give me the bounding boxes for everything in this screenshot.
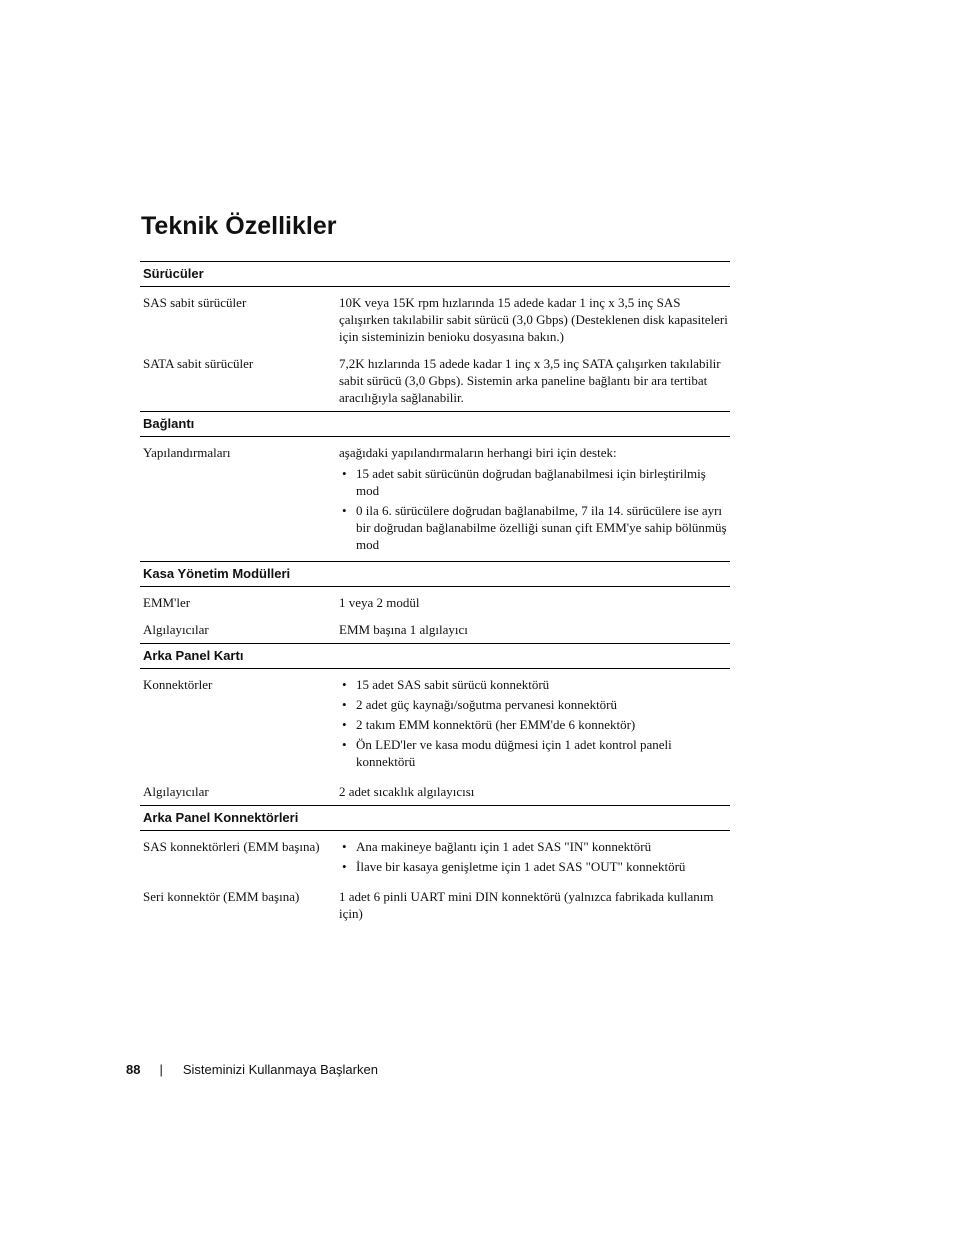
list-item bbox=[339, 838, 729, 855]
list-item bbox=[339, 696, 729, 713]
spec-value: 2 adet sıcaklık algılayıcısı bbox=[339, 784, 475, 799]
section-drives bbox=[140, 261, 730, 411]
page-footer bbox=[126, 1062, 378, 1077]
list-item-text: 2 adet güç kaynağı/soğutma pervanesi konnektörü bbox=[356, 697, 618, 712]
list-item-text: Ana makineye bağlantı için 1 adet SAS "IN" konnektörü bbox=[356, 839, 652, 854]
section-heading: Arka Panel Konnektörleri bbox=[140, 805, 730, 831]
spec-label: Seri konnektör (EMM başına) bbox=[143, 889, 300, 904]
spec-label: Algılayıcılar bbox=[143, 784, 209, 799]
list-item bbox=[339, 736, 729, 770]
footer-separator: | bbox=[159, 1062, 163, 1077]
list-item-text: 15 adet SAS sabit sürücü konnektörü bbox=[356, 677, 550, 692]
spec-row bbox=[140, 836, 730, 878]
bullet-icon: • bbox=[342, 677, 347, 692]
bullet-icon: • bbox=[342, 737, 347, 752]
spec-value: 10K veya 15K rpm hızlarında 15 adede kadar 1 inç x 3,5 inç SAS çalışırken takılabilir sabit sürücü (3,0 Gbps) (Desteklenen disk kapasiteleri için sisteminizin benioku dosyasına bakın.) bbox=[339, 295, 728, 344]
spec-value: 1 adet 6 pinli UART mini DIN konnektörü (yalnızca fabrikada kullanım için) bbox=[339, 889, 714, 921]
bullet-icon: • bbox=[342, 859, 347, 874]
spec-row bbox=[140, 619, 730, 638]
list-item-text: 0 ila 6. sürücülere doğrudan bağlanabilme, 7 ila 14. sürücülere ise ayrı bir doğrudan bağlanabilme özelliği sunan çift EMM'ye sahip bölünmüş mod bbox=[356, 503, 727, 552]
section-heading: Bağlantı bbox=[140, 411, 730, 437]
spec-row bbox=[140, 781, 730, 800]
section-connectivity bbox=[140, 411, 730, 561]
page-number: 88 bbox=[126, 1062, 141, 1077]
list-item bbox=[339, 676, 729, 693]
bullet-icon: • bbox=[342, 717, 347, 732]
bullet-list bbox=[339, 676, 729, 770]
footer-title: Sisteminizi Kullanmaya Başlarken bbox=[182, 1062, 378, 1077]
spec-value bbox=[339, 444, 729, 556]
bullet-icon: • bbox=[342, 503, 347, 518]
spec-value bbox=[339, 676, 729, 773]
list-item bbox=[339, 465, 729, 499]
spec-value: EMM başına 1 algılayıcı bbox=[339, 622, 468, 637]
spec-label: Konnektörler bbox=[143, 677, 213, 692]
spec-label: Algılayıcılar bbox=[143, 622, 209, 637]
section-heading: Kasa Yönetim Modülleri bbox=[140, 561, 730, 587]
spec-row bbox=[140, 442, 730, 556]
page-title: Teknik Özellikler bbox=[141, 212, 337, 240]
list-item-text: 15 adet sabit sürücünün doğrudan bağlanabilmesi için birleştirilmiş mod bbox=[356, 466, 706, 498]
spec-label: SAS konnektörleri (EMM başına) bbox=[143, 839, 320, 854]
spec-label: SATA sabit sürücüler bbox=[143, 356, 254, 371]
spec-intro-text: aşağıdaki yapılandırmaların herhangi biri için destek: bbox=[339, 445, 617, 460]
list-item bbox=[339, 502, 729, 553]
specifications-table bbox=[140, 261, 730, 927]
spec-row bbox=[140, 353, 730, 406]
spec-row bbox=[140, 592, 730, 611]
bullet-icon: • bbox=[342, 697, 347, 712]
bullet-icon: • bbox=[342, 466, 347, 481]
list-item bbox=[339, 716, 729, 733]
list-item-text: Ön LED'ler ve kasa modu düğmesi için 1 adet kontrol paneli konnektörü bbox=[356, 737, 672, 769]
spec-value: 7,2K hızlarında 15 adede kadar 1 inç x 3,5 inç SATA çalışırken takılabilir sabit sürücü (3,0 Gbps). Sistemin arka paneline bağlantı bir ara tertibat aracılığıyla sağlanabilir. bbox=[339, 356, 721, 405]
bullet-list bbox=[339, 838, 729, 875]
spec-label: Yapılandırmaları bbox=[143, 445, 231, 460]
section-heading: Arka Panel Kartı bbox=[140, 643, 730, 669]
spec-label: SAS sabit sürücüler bbox=[143, 295, 247, 310]
list-item bbox=[339, 858, 729, 875]
list-item-text: İlave bir kasaya genişletme için 1 adet SAS "OUT" konnektörü bbox=[356, 859, 686, 874]
list-item-text: 2 takım EMM konnektörü (her EMM'de 6 konnektör) bbox=[356, 717, 636, 732]
bullet-list bbox=[339, 465, 729, 553]
spec-value: 1 veya 2 modül bbox=[339, 595, 420, 610]
spec-row bbox=[140, 292, 730, 345]
bullet-icon: • bbox=[342, 839, 347, 854]
section-enclosure-management bbox=[140, 561, 730, 643]
spec-label: EMM'ler bbox=[143, 595, 191, 610]
spec-value bbox=[339, 838, 729, 878]
spec-row bbox=[140, 674, 730, 773]
spec-row bbox=[140, 886, 730, 922]
section-backplane-board bbox=[140, 643, 730, 805]
section-heading: Sürücüler bbox=[140, 261, 730, 287]
section-backplane-connectors bbox=[140, 805, 730, 927]
